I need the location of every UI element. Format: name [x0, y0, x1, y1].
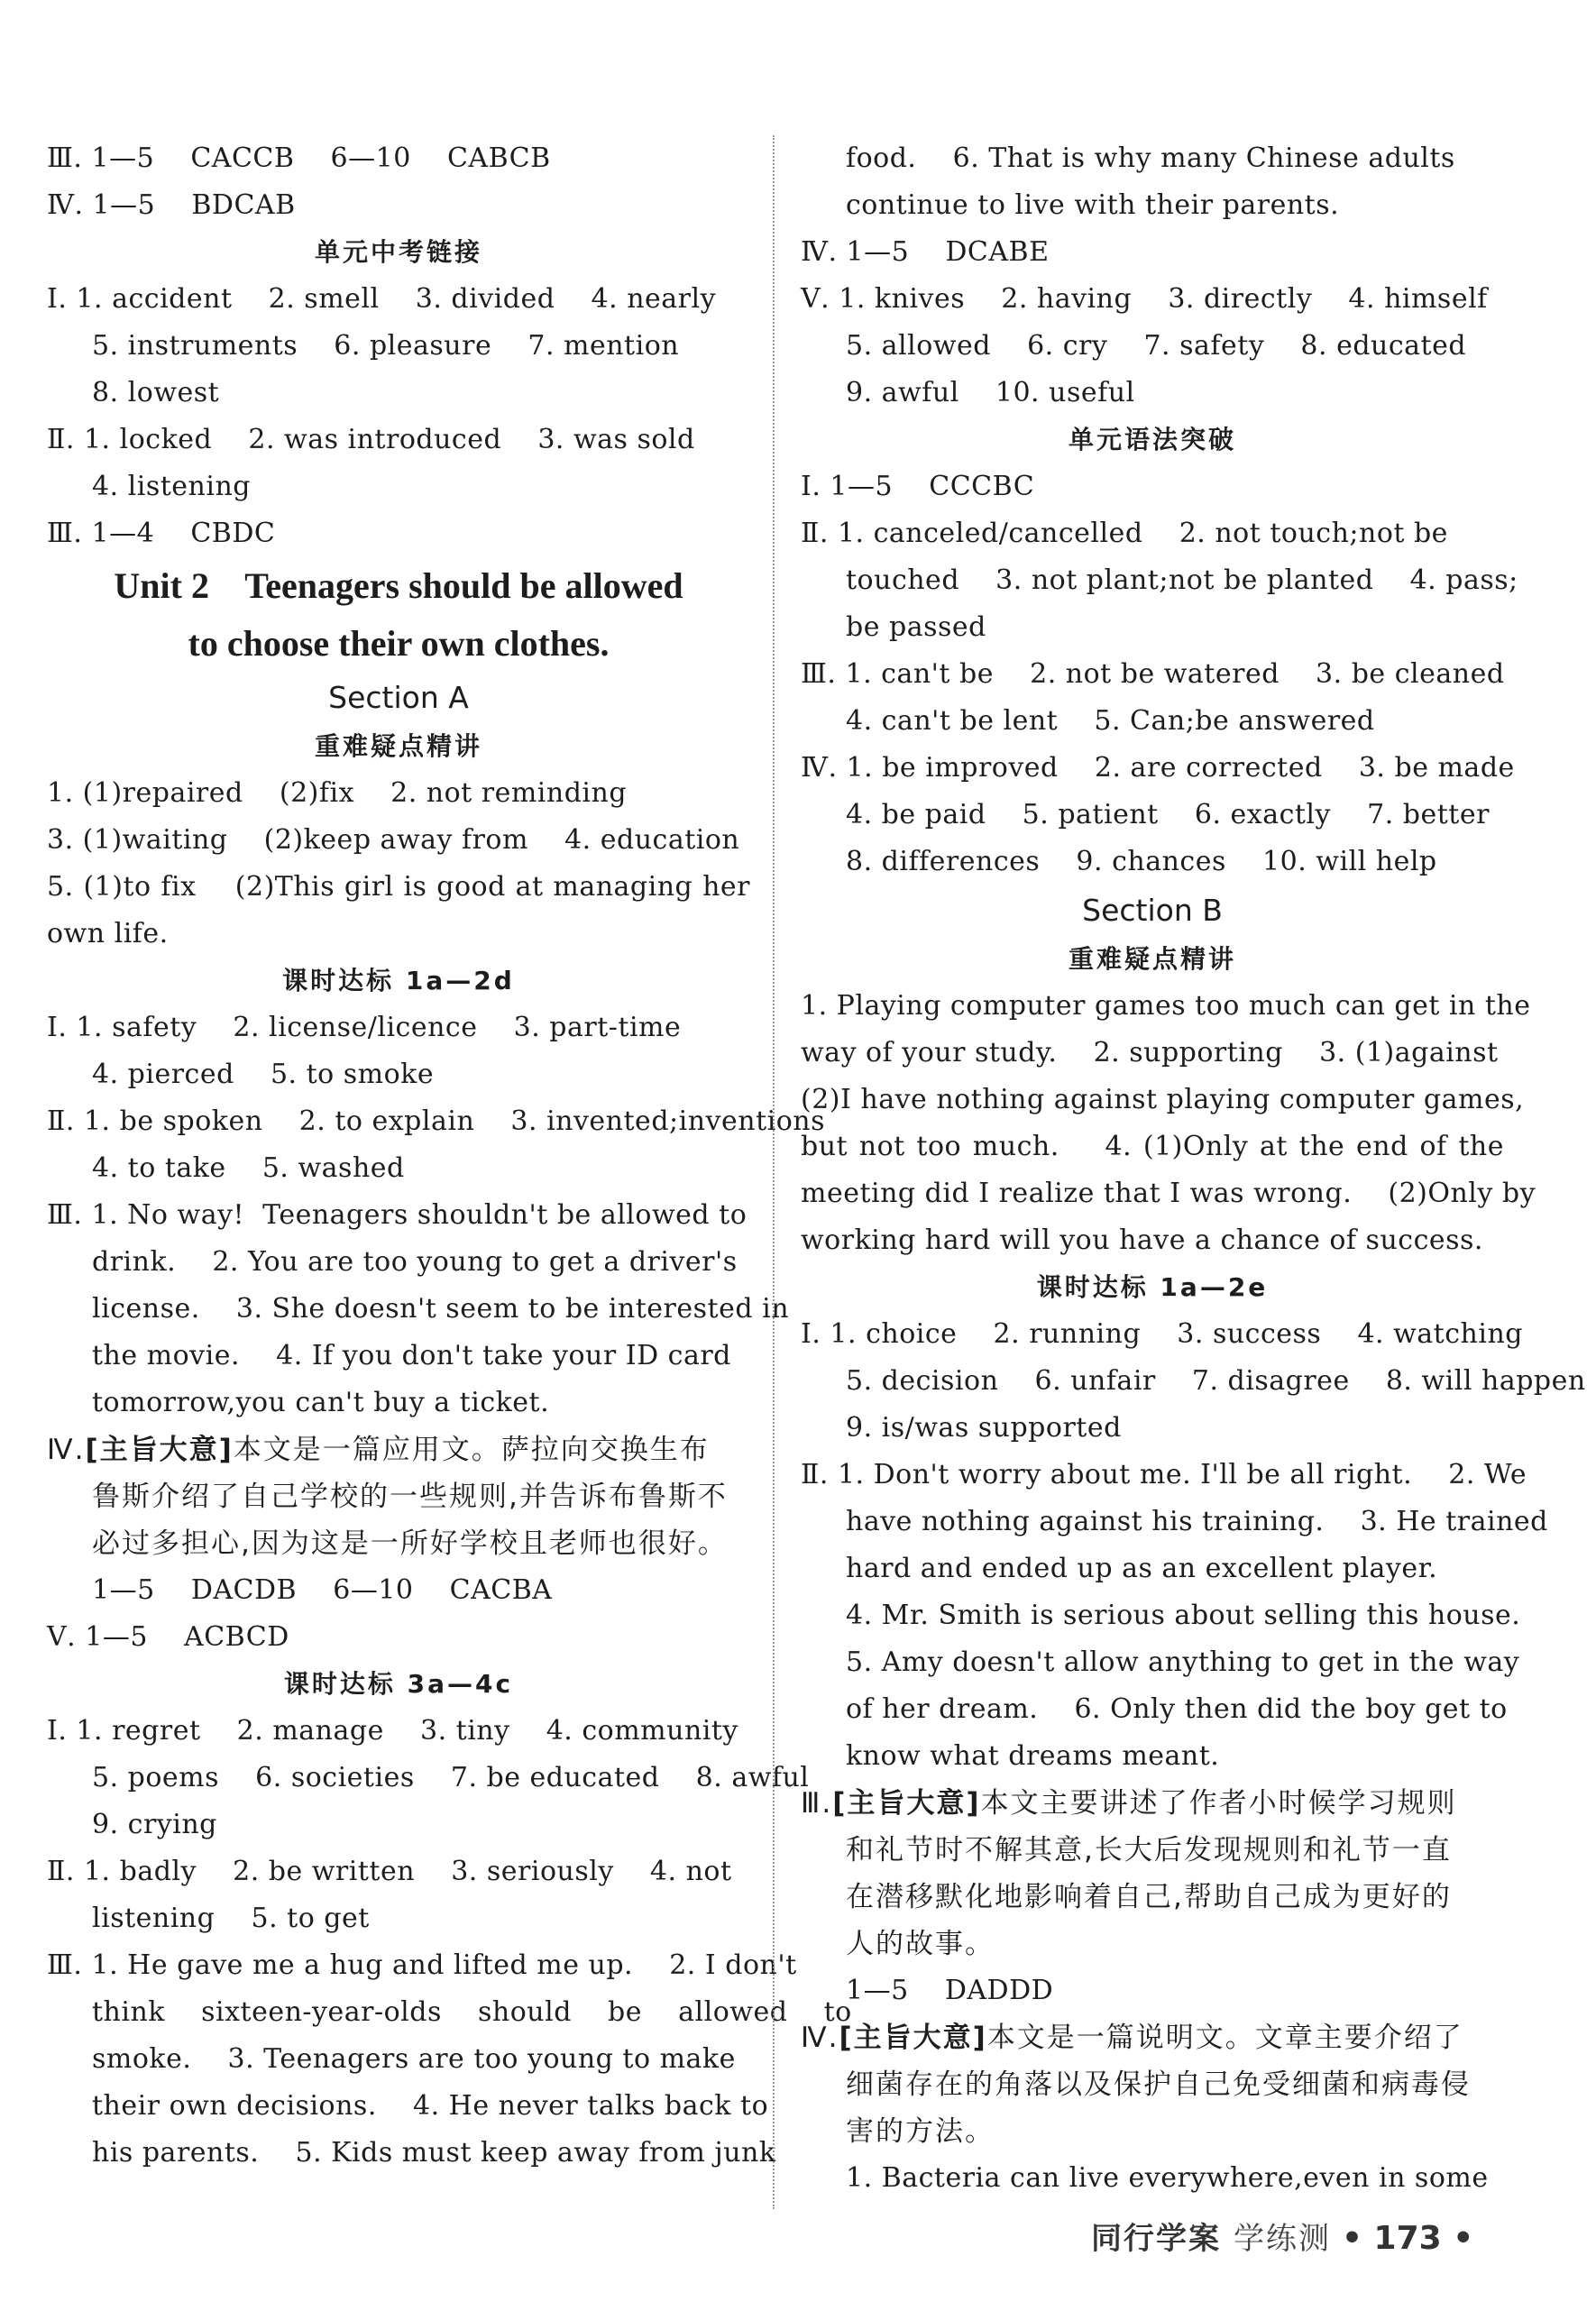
answer-line: 9. is/was supported — [846, 1412, 1122, 1444]
answer-line: drink. 2. You are too young to get a driver's — [92, 1246, 738, 1278]
answer-line: Ⅴ. 1. knives 2. having 3. directly 4. himself — [801, 283, 1488, 315]
answer-line: Ⅰ. 1—5 CCCBC — [801, 471, 1035, 502]
summary-text: 本文是一篇应用文。萨拉向交换生布 — [233, 1434, 710, 1466]
answer-line: meeting did I realize that I was wrong. (2)Only by — [801, 1178, 1536, 1209]
answer-line: touched 3. not plant;not be planted 4. pass; — [846, 564, 1518, 596]
answer-line: way of your study. 2. supporting 3. (1)against — [801, 1037, 1499, 1068]
answer-line: Ⅰ. 1. safety 2. license/licence 3. part-time — [47, 1012, 682, 1043]
answer-line: 8. lowest — [92, 377, 220, 408]
answer-summary-line — [801, 1780, 1504, 1827]
footer-subtitle: 学练测 — [1234, 2221, 1331, 2257]
answer-line: 3. (1)waiting (2)keep away from 4. education — [47, 824, 740, 856]
answer-line: smoke. 3. Teenagers are too young to make — [92, 2043, 736, 2075]
answer-line: Ⅰ. 1. regret 2. manage 3. tiny 4. community — [47, 1715, 738, 1747]
answer-line: Ⅲ. 1. He gave me a hug and lifted me up. 2. I don't — [47, 1949, 797, 1981]
answer-line: Ⅳ. 1. be improved 2. are corrected 3. be made — [801, 752, 1515, 784]
right-column — [801, 135, 1586, 2202]
answer-line: listening 5. to get — [92, 1903, 370, 1934]
answer-line: Ⅲ. 1—5 CACCB 6—10 CABCB — [47, 142, 551, 174]
answer-line: Ⅳ. 1—5 DCABE — [801, 236, 1050, 268]
main-idea-tag: [主旨大意] — [85, 1434, 234, 1466]
answer-line: of her dream. 6. Only then did the boy get to — [846, 1693, 1508, 1725]
answer-line: think sixteen-year-olds should be allowed to — [92, 1996, 852, 2028]
main-idea-tag: [主旨大意] — [839, 2022, 987, 2054]
section-title: Section B — [1082, 893, 1223, 928]
answer-line: 细菌存在的角落以及保护自己免受细菌和病毒侵 — [846, 2068, 1471, 2101]
answer-line: own life. — [47, 918, 169, 949]
answer-line: 9. awful 10. useful — [846, 377, 1135, 408]
section-heading: 课时达标 3a—4c — [283, 1669, 514, 1699]
answer-line: Ⅲ. 1. No way! Teenagers shouldn't be allowed to — [47, 1199, 748, 1231]
answer-line: 4. listening — [92, 471, 251, 502]
answer-line: know what dreams meant. — [846, 1740, 1220, 1772]
answer-summary-line — [47, 1426, 750, 1473]
answer-line: Ⅲ. 1—4 CBDC — [47, 518, 276, 549]
answer-line: 4. Mr. Smith is serious about selling this house. — [846, 1600, 1521, 1631]
answer-line: 4. be paid 5. patient 6. exactly 7. better — [846, 799, 1490, 830]
answer-line: the movie. 4. If you don't take your ID card — [92, 1340, 731, 1371]
answer-line: 5. (1)to fix (2)This girl is good at managing her — [47, 871, 750, 903]
summary-text: 本文是一篇说明文。文章主要介绍了 — [986, 2022, 1463, 2054]
left-column — [47, 135, 852, 2177]
page-number: • 173 • — [1342, 2220, 1474, 2257]
answer-line: have nothing against his training. 3. He trained — [846, 1506, 1548, 1537]
answer-line: Ⅳ. 1—5 BDCAB — [47, 189, 296, 221]
answer-line: 5. instruments 6. pleasure 7. mention — [92, 330, 680, 362]
answer-line: 5. Amy doesn't allow anything to get in the way — [846, 1646, 1520, 1678]
item-numeral: Ⅳ. — [47, 1434, 86, 1466]
unit-title: Unit 2 Teenagers should be allowed — [114, 565, 683, 606]
answer-line: 1—5 DACDB 6—10 CACBA — [92, 1574, 553, 1606]
unit-title: to choose their own clothes. — [188, 623, 610, 664]
section-heading: 单元中考链接 — [314, 237, 482, 267]
answer-line: 和礼节时不解其意,长大后发现规则和礼节一直 — [846, 1834, 1452, 1866]
answer-line: but not too much. 4. (1)Only at the end of the — [801, 1131, 1504, 1162]
answer-line: Ⅰ. 1. choice 2. running 3. success 4. watching — [801, 1318, 1523, 1350]
answer-line: Ⅴ. 1—5 ACBCD — [47, 1621, 289, 1653]
section-heading: 课时达标 1a—2e — [1036, 1272, 1269, 1302]
answer-line: continue to live with their parents. — [846, 189, 1340, 221]
answer-line: 1. Bacteria can live everywhere,even in some — [846, 2162, 1489, 2194]
answer-line: Ⅱ. 1. be spoken 2. to explain 3. invented;inventions — [47, 1105, 825, 1137]
section-title: Section A — [328, 680, 469, 715]
answer-line: hard and ended up as an excellent player. — [846, 1553, 1438, 1584]
section-heading: 重难疑点精讲 — [1068, 944, 1236, 974]
section-heading: 单元语法突破 — [1068, 425, 1236, 454]
answer-line: license. 3. She doesn't seem to be interested in — [92, 1293, 790, 1325]
answer-line: 1. Playing computer games too much can get in the — [801, 990, 1531, 1022]
answer-line: Ⅱ. 1. canceled/cancelled 2. not touch;not be — [801, 518, 1448, 549]
answer-line: Ⅰ. 1. accident 2. smell 3. divided 4. nearly — [47, 283, 717, 315]
answer-line: Ⅲ. 1. can't be 2. not be watered 3. be cleaned — [801, 658, 1505, 690]
page-footer — [1091, 2214, 1506, 2268]
answer-line: 4. to take 5. washed — [92, 1152, 405, 1184]
answer-line: 8. differences 9. chances 10. will help — [846, 846, 1437, 877]
answer-line: their own decisions. 4. He never talks back to — [92, 2090, 769, 2122]
answer-line: be passed — [846, 611, 986, 643]
answer-line: 鲁斯介绍了自己学校的一些规则,并告诉布鲁斯不 — [92, 1481, 728, 1513]
answer-line: 在潜移默化地影响着自己,帮助自己成为更好的 — [846, 1881, 1452, 1913]
answer-line: food. 6. That is why many Chinese adults — [846, 142, 1455, 174]
section-heading: 重难疑点精讲 — [314, 731, 482, 761]
answer-summary-line — [801, 2014, 1504, 2061]
answer-line: 5. allowed 6. cry 7. safety 8. educated — [846, 330, 1467, 362]
answer-line: 必过多担心,因为这是一所好学校且老师也很好。 — [92, 1527, 728, 1560]
answer-line: Ⅱ. 1. locked 2. was introduced 3. was sold — [47, 424, 695, 455]
item-numeral: Ⅲ. — [801, 1787, 833, 1820]
answer-line: tomorrow,you can't buy a ticket. — [92, 1387, 550, 1418]
answer-line: 1—5 DADDD — [846, 1975, 1054, 2006]
answer-line: 1. (1)repaired (2)fix 2. not reminding — [47, 777, 628, 809]
answer-line: 人的故事。 — [846, 1928, 995, 1960]
item-numeral: Ⅳ. — [801, 2022, 839, 2054]
column-divider — [773, 135, 775, 2209]
answer-line: working hard will you have a chance of success. — [801, 1224, 1483, 1256]
answer-line: Ⅱ. 1. Don't worry about me. I'll be all right. 2. We — [801, 1459, 1527, 1490]
answer-line: 5. decision 6. unfair 7. disagree 8. will happen — [846, 1365, 1586, 1397]
answer-line: 9. crying — [92, 1809, 217, 1840]
answer-line: his parents. 5. Kids must keep away from junk — [92, 2137, 776, 2169]
answer-line: 4. pierced 5. to smoke — [92, 1059, 435, 1090]
footer-brand: 同行学案 — [1091, 2221, 1221, 2257]
answer-line: (2)I have nothing against playing computer games, — [801, 1084, 1525, 1115]
answer-line: 5. poems 6. societies 7. be educated 8. awful — [92, 1762, 810, 1793]
summary-text: 本文主要讲述了作者小时候学习规则 — [980, 1787, 1457, 1820]
answer-line: 4. can't be lent 5. Can;be answered — [846, 705, 1375, 737]
section-heading: 课时达标 1a—2d — [282, 966, 515, 995]
main-idea-tag: [主旨大意] — [832, 1787, 981, 1820]
answer-line: 害的方法。 — [846, 2115, 995, 2148]
answer-line: Ⅱ. 1. badly 2. be written 3. seriously 4. not — [47, 1856, 732, 1887]
